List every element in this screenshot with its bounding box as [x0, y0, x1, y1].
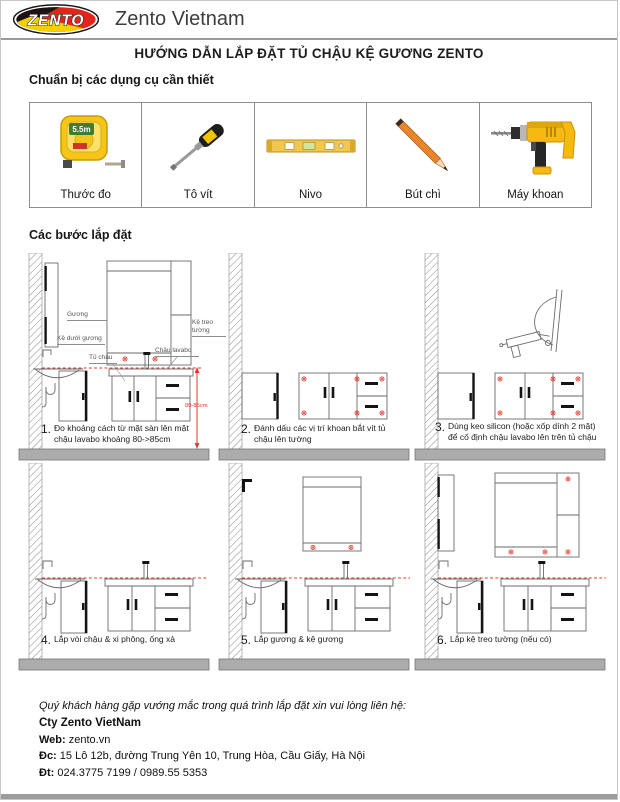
step-2-panel	[215, 253, 412, 466]
footer-company: Cty Zento VietNam	[39, 716, 142, 729]
step-caption	[437, 634, 602, 646]
step-caption	[41, 634, 206, 646]
label-cabinet: Tủ chậu	[89, 354, 117, 364]
tool-cell-drill	[479, 102, 592, 208]
label-wall-shelf: Kệ treo tường	[192, 319, 226, 337]
drill-icon	[487, 109, 583, 183]
step-caption	[41, 423, 199, 444]
level-icon	[261, 110, 361, 182]
tools-heading: Chuẩn bị các dụng cụ cần thiết	[29, 73, 214, 87]
step-text: Dùng keo silicon (hoặc xốp dính 2 mặt) để cố định chậu lavabo lên trên tủ chậu	[448, 421, 597, 442]
footer-address	[39, 748, 589, 765]
step-number: 6.	[437, 633, 448, 647]
step-text: Lắp vòi chậu & xi phông, ống xả	[54, 634, 175, 644]
footer-web-value: zento.vn	[68, 733, 111, 746]
header	[1, 1, 617, 40]
page-bottom-border	[1, 794, 617, 799]
tool-name: Tô vít	[183, 189, 213, 201]
tool-cell-screwdriver	[141, 102, 254, 208]
tools-table	[29, 102, 592, 208]
step-caption	[241, 634, 401, 646]
tool-name: Máy khoan	[507, 189, 564, 201]
step-caption	[241, 423, 399, 444]
label-mirror: Gương	[67, 311, 107, 321]
tool-cell-pencil	[366, 102, 479, 208]
step-1-panel	[15, 253, 212, 466]
tool-name: Bút chì	[405, 189, 441, 201]
tape-measure-label: 5.5m	[72, 125, 91, 134]
tool-cell-level	[254, 102, 367, 208]
footer-web-label: Web:	[39, 733, 66, 746]
step-text: Đánh dấu các vị trí khoan bắt vít tủ chậu lên tường	[254, 423, 386, 444]
logo-text: ZENTO	[27, 12, 85, 30]
label-height-dim: 80-85cm	[185, 403, 208, 409]
label-under-mirror-shelf: Kệ dưới gương	[57, 335, 105, 345]
step-5-panel	[215, 463, 412, 676]
step-6-panel	[411, 463, 608, 676]
footer-address-value: 15 Lô 12b, đường Trung Yên 10, Trung Hòa, Cầu Giấy, Hà Nội	[59, 750, 366, 763]
footer-note: Quý khách hàng gặp vướng mắc trong quá trình lắp đặt xin vui lòng liên hệ:	[39, 700, 407, 712]
step-number: 1.	[41, 422, 52, 436]
footer-web	[39, 732, 589, 749]
step-3-panel	[411, 253, 608, 466]
pencil-icon	[380, 110, 466, 182]
step-text: Đo khoảng cách từ mặt sàn lên mặt chậu lavabo khoảng 80->85cm	[54, 423, 189, 444]
step-4-panel	[15, 463, 212, 676]
tape-measure-icon	[43, 110, 129, 182]
steps-area	[15, 251, 607, 679]
step-text: Lắp gương & kệ gương	[254, 634, 344, 644]
footer-phone-label: Đt:	[39, 766, 55, 779]
footer	[39, 698, 589, 781]
tool-name: Nivo	[299, 189, 323, 201]
step-caption	[435, 421, 607, 442]
brand-name: Zento Vietnam	[115, 8, 245, 30]
zento-logo-icon	[11, 4, 101, 35]
screwdriver-icon	[155, 110, 241, 182]
footer-phone	[39, 765, 589, 782]
label-basin: Chậu lavabo	[155, 347, 199, 357]
tool-name: Thước đo	[60, 189, 111, 201]
steps-heading: Các bước lắp đặt	[29, 228, 132, 242]
step-text: Lắp kệ treo tường (nếu có)	[450, 634, 552, 644]
step-number: 5.	[241, 633, 252, 647]
step-number: 2.	[241, 422, 252, 436]
footer-address-label: Đc:	[39, 750, 57, 763]
footer-phone-value: 024.3775 7199 / 0989.55 5353	[57, 766, 208, 779]
step-number: 3.	[435, 420, 446, 434]
step-number: 4.	[41, 633, 52, 647]
tool-cell-tape-measure	[29, 102, 142, 208]
page-title: HƯỚNG DẪN LẮP ĐẶT TỦ CHẬU KỆ GƯƠNG ZENTO	[134, 46, 484, 61]
